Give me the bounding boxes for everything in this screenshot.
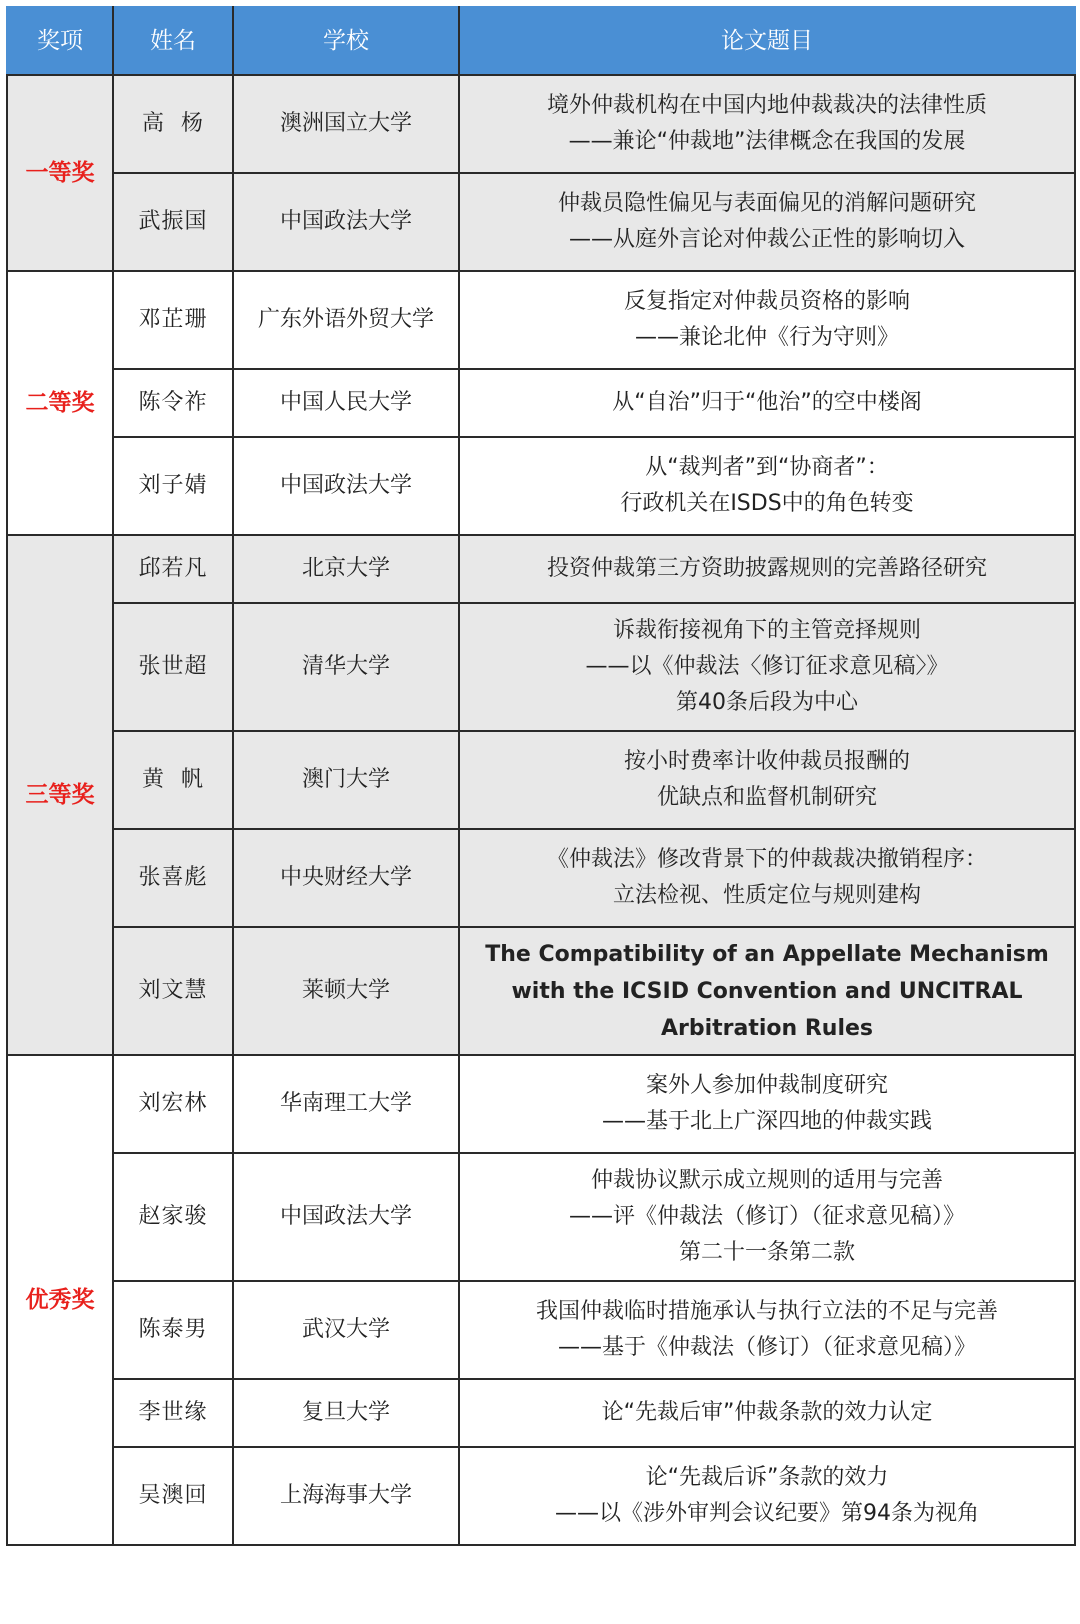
table-row	[7, 271, 1075, 369]
title-cell	[459, 603, 1075, 731]
title-line: 诉裁衔接视角下的主管竞择规则	[612, 618, 921, 643]
table-row	[7, 731, 1075, 829]
title-line: 《仲裁法》修改背景下的仲裁裁决撤销程序：	[546, 847, 987, 872]
name-cell: 黄 帆	[113, 731, 233, 829]
title-line: 案外人参加仲裁制度研究	[645, 1073, 888, 1098]
title-line: ——以《涉外审判会议纪要》第94条为视角	[555, 1501, 979, 1526]
title-cell	[459, 829, 1075, 927]
name-cell: 刘子婧	[113, 437, 233, 535]
table-row	[7, 437, 1075, 535]
header-title: 论文题目	[459, 7, 1075, 75]
title-line: 优缺点和监督机制研究	[656, 785, 877, 810]
title-line: 从“自治”归于“他治”的空中楼阁	[612, 390, 922, 415]
title-line: ——基于《仲裁法（修订）（征求意见稿）》	[557, 1335, 976, 1360]
table-row	[7, 1379, 1075, 1447]
title-cell	[459, 173, 1075, 271]
award-table	[6, 6, 1076, 1546]
title-cell	[459, 535, 1075, 603]
title-cell	[459, 1447, 1075, 1545]
title-cell	[459, 927, 1075, 1055]
school-cell: 澳洲国立大学	[233, 75, 459, 173]
title-line: 论“先裁后审”仲裁条款的效力认定	[601, 1400, 933, 1425]
table-row	[7, 75, 1075, 173]
name-cell: 高 杨	[113, 75, 233, 173]
school-cell: 北京大学	[233, 535, 459, 603]
school-cell: 莱顿大学	[233, 927, 459, 1055]
title-line: 行政机关在ISDS中的角色转变	[620, 491, 914, 516]
name-cell: 张喜彪	[113, 829, 233, 927]
title-line: 投资仲裁第三方资助披露规则的完善路径研究	[546, 556, 987, 581]
table-row	[7, 173, 1075, 271]
name-cell: 邓芷珊	[113, 271, 233, 369]
school-cell: 清华大学	[233, 603, 459, 731]
title-line: 反复指定对仲裁员资格的影响	[623, 289, 910, 314]
title-line: ——兼论北仲《行为守则》	[634, 325, 899, 350]
title-line: ——兼论“仲裁地”法律概念在我国的发展	[568, 129, 966, 154]
title-line: with the ICSID Convention and UNCITRAL	[511, 978, 1023, 1004]
table-row	[7, 1281, 1075, 1379]
award-cell: 一等奖	[7, 75, 113, 271]
name-cell: 邱若凡	[113, 535, 233, 603]
name-cell: 李世缘	[113, 1379, 233, 1447]
table-row	[7, 829, 1075, 927]
table-row	[7, 603, 1075, 731]
school-cell: 中国政法大学	[233, 437, 459, 535]
header-school: 学校	[233, 7, 459, 75]
title-cell	[459, 75, 1075, 173]
title-line: 仲裁员隐性偏见与表面偏见的消解问题研究	[557, 191, 976, 216]
title-cell	[459, 731, 1075, 829]
title-line: 按小时费率计收仲裁员报酬的	[623, 749, 910, 774]
title-line: 立法检视、性质定位与规则建构	[612, 883, 921, 908]
title-cell	[459, 271, 1075, 369]
title-line: 我国仲裁临时措施承认与执行立法的不足与完善	[535, 1299, 998, 1324]
title-line: 第二十一条第二款	[678, 1240, 855, 1265]
title-line: 论“先裁后诉”条款的效力	[645, 1465, 889, 1490]
name-cell: 刘宏林	[113, 1055, 233, 1153]
school-cell: 中国人民大学	[233, 369, 459, 437]
school-cell: 澳门大学	[233, 731, 459, 829]
school-cell: 中国政法大学	[233, 173, 459, 271]
award-cell: 优秀奖	[7, 1055, 113, 1545]
title-line: 第40条后段为中心	[676, 690, 858, 715]
title-line: ——以《仲裁法〈修订征求意见稿〉》	[585, 654, 949, 679]
title-line: 从“裁判者”到“协商者”：	[645, 455, 889, 480]
table-row	[7, 535, 1075, 603]
award-cell: 二等奖	[7, 271, 113, 535]
title-cell	[459, 437, 1075, 535]
school-cell: 复旦大学	[233, 1379, 459, 1447]
school-cell: 武汉大学	[233, 1281, 459, 1379]
header-award: 奖项	[7, 7, 113, 75]
name-cell: 吴澳回	[113, 1447, 233, 1545]
header-row	[7, 7, 1075, 75]
name-cell: 赵家骏	[113, 1153, 233, 1281]
school-cell: 上海海事大学	[233, 1447, 459, 1545]
name-cell: 陈泰男	[113, 1281, 233, 1379]
title-line: ——基于北上广深四地的仲裁实践	[601, 1109, 932, 1134]
school-cell: 华南理工大学	[233, 1055, 459, 1153]
table-row	[7, 1447, 1075, 1545]
school-cell: 中央财经大学	[233, 829, 459, 927]
title-cell	[459, 1281, 1075, 1379]
title-cell	[459, 369, 1075, 437]
title-line: 仲裁协议默示成立规则的适用与完善	[590, 1168, 943, 1193]
table-row	[7, 1153, 1075, 1281]
title-line: ——从庭外言论对仲裁公正性的影响切入	[568, 227, 965, 252]
school-cell: 中国政法大学	[233, 1153, 459, 1281]
name-cell: 张世超	[113, 603, 233, 731]
title-line: ——评《仲裁法（修订）（征求意见稿）》	[568, 1204, 965, 1229]
name-cell: 刘文慧	[113, 927, 233, 1055]
title-line: Arbitration Rules	[660, 1015, 874, 1041]
title-cell	[459, 1055, 1075, 1153]
table-body	[7, 75, 1075, 1545]
table-row	[7, 927, 1075, 1055]
title-cell	[459, 1153, 1075, 1281]
award-cell: 三等奖	[7, 535, 113, 1055]
table-row	[7, 369, 1075, 437]
title-line: 境外仲裁机构在中国内地仲裁裁决的法律性质	[546, 93, 987, 118]
title-line: The Compatibility of an Appellate Mechanism	[485, 941, 1049, 967]
header-name: 姓名	[113, 7, 233, 75]
name-cell: 陈令祚	[113, 369, 233, 437]
title-cell	[459, 1379, 1075, 1447]
school-cell: 广东外语外贸大学	[233, 271, 459, 369]
name-cell: 武振国	[113, 173, 233, 271]
award-table-container	[6, 6, 1074, 1546]
table-row	[7, 1055, 1075, 1153]
